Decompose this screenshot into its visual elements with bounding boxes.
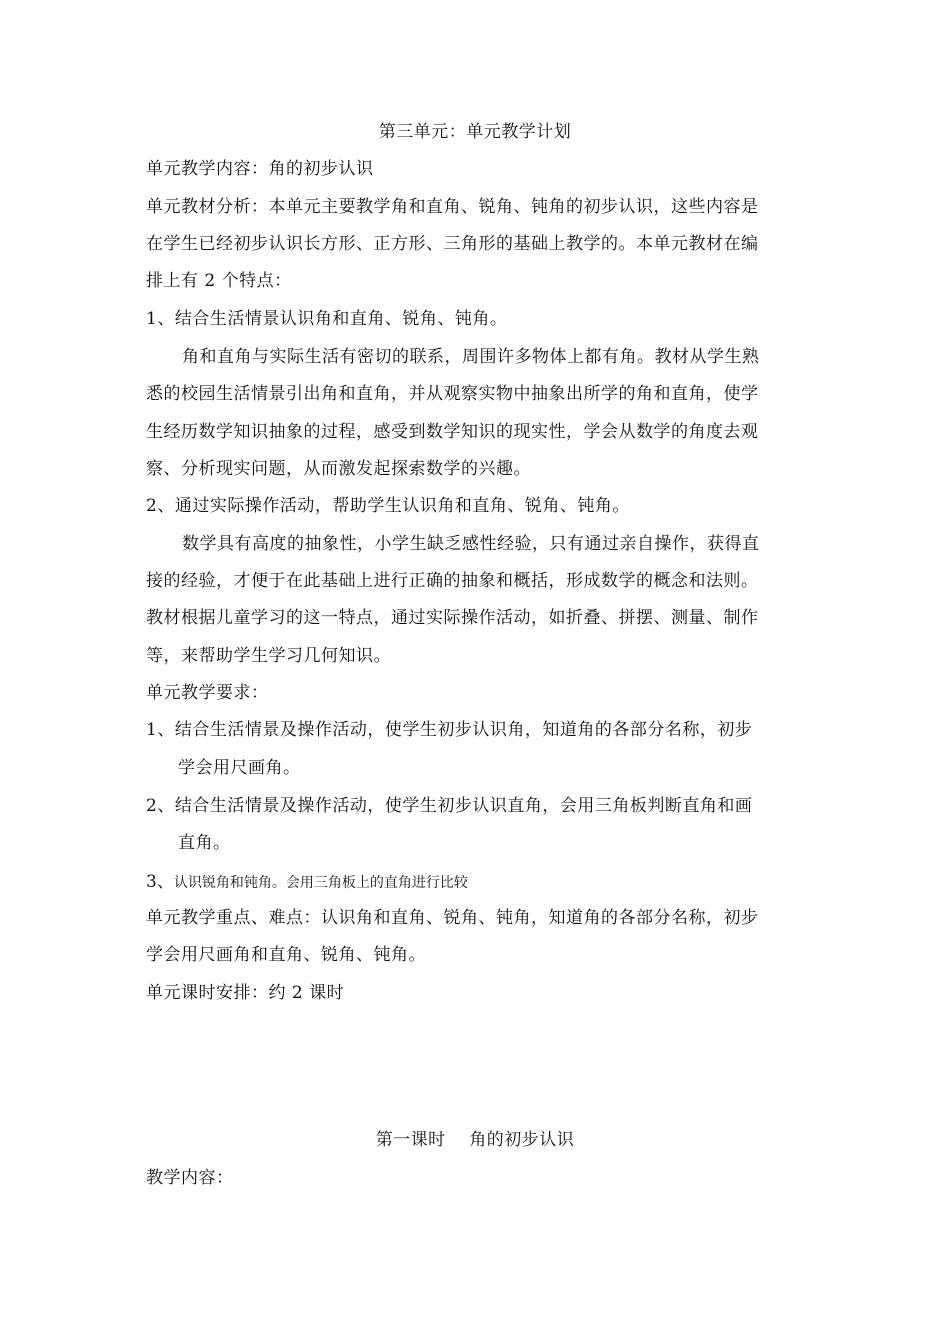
requirement-3-text: 认识锐角和钝角。会用三角板上的直角进行比较 [173,875,468,891]
feature1-line-2: 悉的校园生活情景引出角和直角，并从观察实物中抽象出所学的角和直角，使学 [146,384,759,404]
feature2-line-1: 数学具有高度的抽象性，小学生缺乏感性经验，只有通过亲自操作，获得直 [182,534,760,554]
lesson-title: 第一课时 角的初步认识 [375,1130,575,1150]
keypoints-line-1: 单元教学重点、难点：认识角和直角、锐角、钝角，知道角的各部分名称，初步 [146,908,759,928]
analysis-line-2: 在学生已经初步认识长方形、正方形、三角形的基础上教学的。本单元教材在编 [146,234,759,254]
schedule-line: 单元课时安排：约 2 课时 [146,983,345,1003]
requirements-heading: 单元教学要求： [146,683,269,703]
feature1-line-1: 角和直角与实际生活有密切的联系，周围许多物体上都有角。教材从学生熟 [182,347,760,367]
feature2-heading: 2、通过实际操作活动，帮助学生认识角和直角、锐角、钝角。 [146,496,630,516]
requirement-1-line-1: 1、结合生活情景及操作活动，使学生初步认识角，知道角的各部分名称，初步 [146,720,753,740]
requirement-2-line-2: 直角。 [178,833,231,853]
feature1-line-3: 生经历数学知识抽象的过程，感受到数学知识的现实性，学会从数学的角度去观 [146,422,759,442]
feature2-line-4: 等，来帮助学生学习几何知识。 [146,646,391,666]
feature2-line-2: 接的经验，才便于在此基础上进行正确的抽象和概括，形成数学的概念和法则。 [146,571,759,591]
unit-content-line: 单元教学内容：角的初步认识 [146,159,374,179]
requirement-2-line-1: 2、结合生活情景及操作活动，使学生初步认识直角，会用三角板判断直角和画 [146,796,753,816]
lesson-content-label: 教学内容： [146,1168,234,1188]
analysis-line-3: 排上有 2 个特点： [146,271,292,291]
requirement-3-number: 3、 [146,872,174,892]
keypoints-line-2: 学会用尺画角和直角、锐角、钝角。 [146,945,426,965]
feature1-line-4: 察、分析现实问题，从而激发起探索数学的兴趣。 [146,459,531,479]
feature2-line-3: 教材根据儿童学习的这一特点，通过实际操作活动，如折叠、拼摆、测量、制作 [146,608,759,628]
analysis-line-1: 单元教材分析：本单元主要教学角和直角、锐角、钝角的初步认识，这些内容是 [146,197,759,217]
unit-title: 第三单元：单元教学计划 [378,122,572,142]
requirement-1-line-2: 学会用尺画角。 [178,758,301,778]
requirement-3 [146,871,468,894]
feature1-heading: 1、结合生活情景认识角和直角、锐角、钝角。 [146,309,508,329]
